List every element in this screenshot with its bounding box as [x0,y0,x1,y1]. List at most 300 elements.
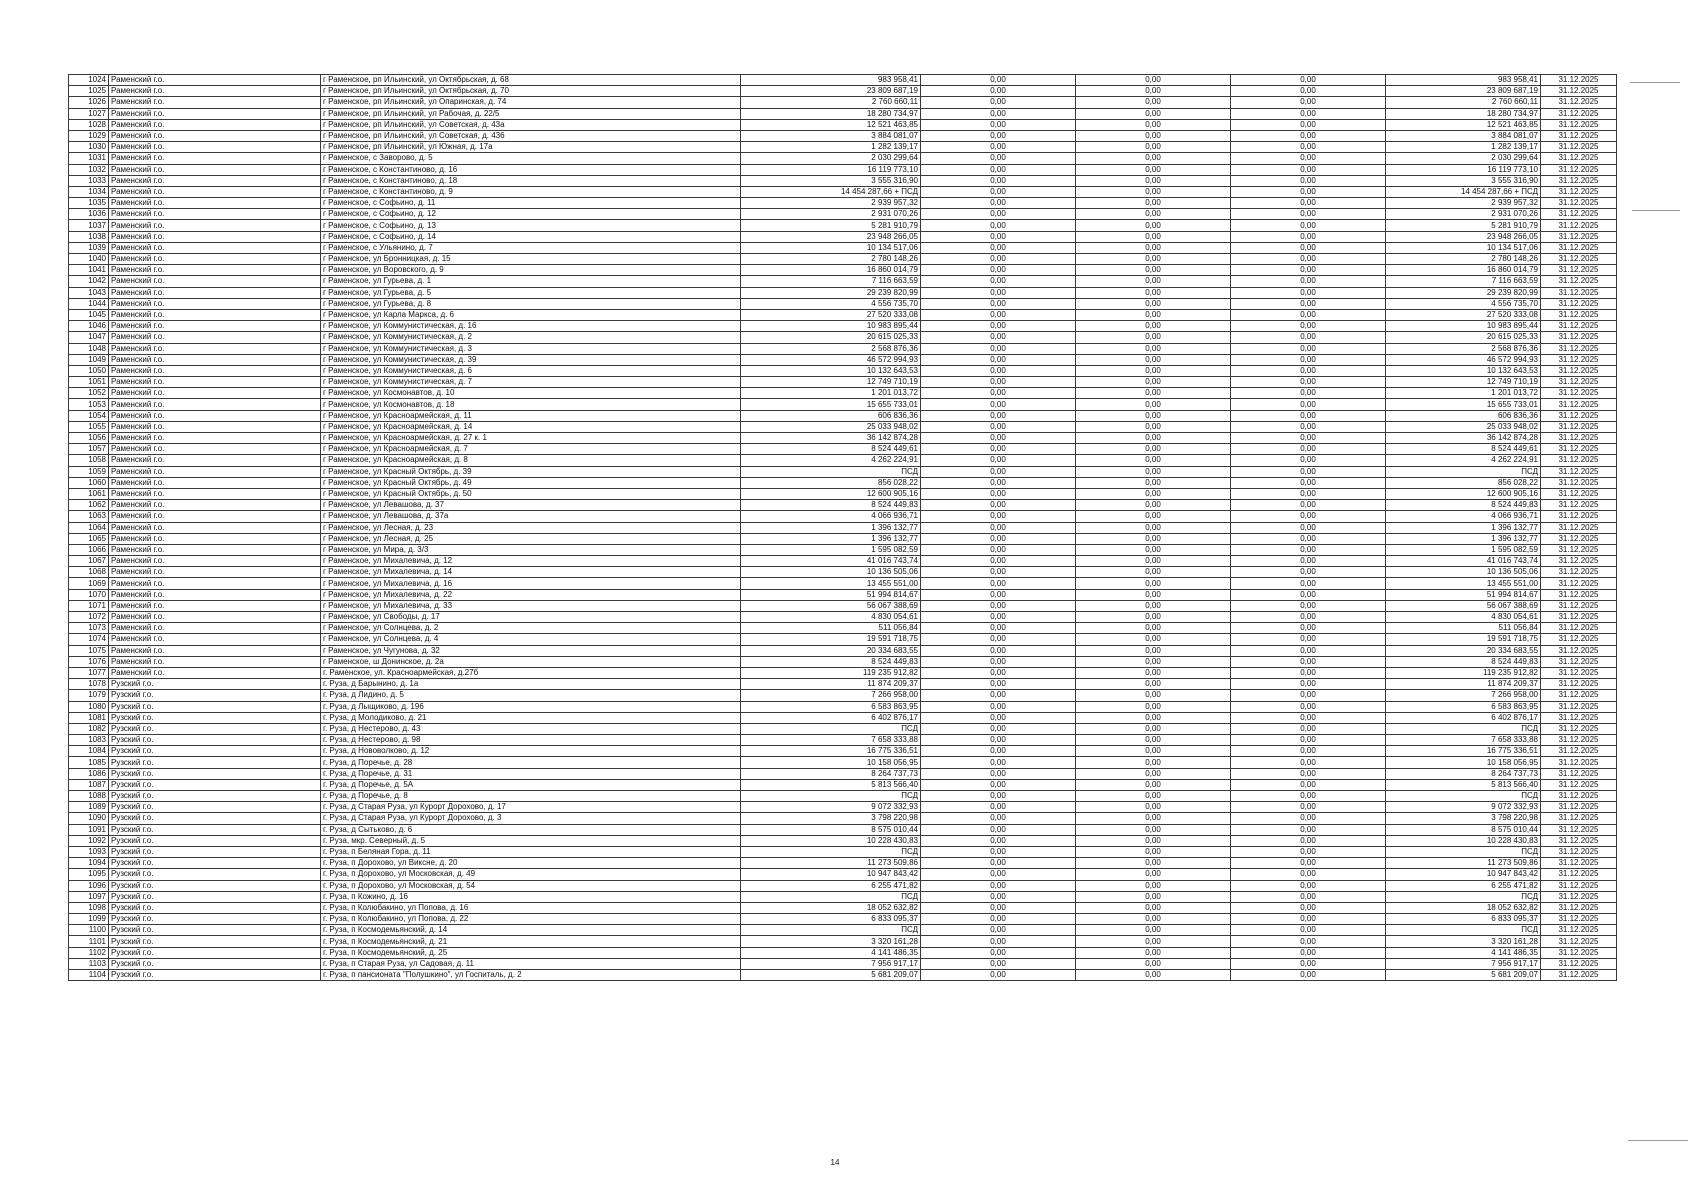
cell-remaining-cost: 7 956 917,17 [1386,958,1541,969]
cell-fund-1: 0,00 [921,701,1076,712]
cell-fund-2: 0,00 [1076,388,1231,399]
cell-fund-3: 0,00 [1231,802,1386,813]
table-row [69,712,1617,723]
cell-total-cost: 8 524 449,83 [741,500,921,511]
table-row [69,410,1617,421]
cell-district: Раменский г.о. [109,175,321,186]
cell-fund-3: 0,00 [1231,164,1386,175]
cell-remaining-cost: 20 615 025,33 [1386,332,1541,343]
table-row [69,914,1617,925]
cell-district: Раменский г.о. [109,209,321,220]
cell-fund-1: 0,00 [921,925,1076,936]
cell-address: г Раменское, с Заворово, д. 5 [321,153,741,164]
cell-fund-3: 0,00 [1231,768,1386,779]
cell-fund-1: 0,00 [921,712,1076,723]
cell-row-number: 1024 [69,75,109,86]
cell-fund-3: 0,00 [1231,656,1386,667]
table-row [69,880,1617,891]
scan-edge-mark [1632,210,1680,211]
cell-total-cost: 7 658 333,88 [741,735,921,746]
cell-address: г Раменское, ул Красный Октябрь, д. 39 [321,466,741,477]
cell-row-number: 1095 [69,869,109,880]
cell-fund-3: 0,00 [1231,388,1386,399]
cell-total-cost: 12 521 463,85 [741,119,921,130]
cell-address: г Раменское, ул Михалевича, д. 14 [321,567,741,578]
cell-district: Раменский г.о. [109,421,321,432]
cell-fund-3: 0,00 [1231,634,1386,645]
cell-row-number: 1067 [69,556,109,567]
cell-remaining-cost: 10 134 517,06 [1386,242,1541,253]
cell-remaining-cost: ПСД [1386,846,1541,857]
cell-total-cost: 18 052 632,82 [741,902,921,913]
cell-deadline-date: 31.12.2025 [1541,254,1617,265]
cell-fund-1: 0,00 [921,824,1076,835]
cell-address: г Раменское, рп Ильинский, ул Советская, д. 436 [321,130,741,141]
cell-remaining-cost: 8 524 449,61 [1386,444,1541,455]
cell-total-cost: 1 201 013,72 [741,388,921,399]
cell-fund-3: 0,00 [1231,242,1386,253]
cell-fund-3: 0,00 [1231,858,1386,869]
cell-deadline-date: 31.12.2025 [1541,970,1617,981]
cell-row-number: 1051 [69,377,109,388]
cell-total-cost: 15 655 733,01 [741,399,921,410]
cell-row-number: 1100 [69,925,109,936]
cell-address: г. Руза, п Колюбакино, ул Попова, д. 16 [321,902,741,913]
table-row [69,667,1617,678]
table-row [69,723,1617,734]
cell-address: г Раменское, ул Коммунистическая, д. 3 [321,343,741,354]
cell-district: Раменский г.о. [109,444,321,455]
cell-fund-3: 0,00 [1231,254,1386,265]
table-body [69,75,1617,981]
cell-total-cost: 8 524 449,83 [741,656,921,667]
table-row [69,130,1617,141]
cell-fund-2: 0,00 [1076,377,1231,388]
cell-address: г Раменское, ул Красноармейская, д. 11 [321,410,741,421]
cell-district: Раменский г.о. [109,410,321,421]
cell-fund-2: 0,00 [1076,522,1231,533]
cell-address: г. Руза, д Поречье, д. 28 [321,757,741,768]
table-row [69,567,1617,578]
cell-address: г Раменское, ул Гурьева, д. 1 [321,276,741,287]
cell-district: Рузский г.о. [109,914,321,925]
cell-row-number: 1092 [69,835,109,846]
cell-fund-3: 0,00 [1231,612,1386,623]
cell-deadline-date: 31.12.2025 [1541,679,1617,690]
cell-fund-2: 0,00 [1076,578,1231,589]
cell-address: г. Руза, д Нововолково, д. 12 [321,746,741,757]
cell-fund-1: 0,00 [921,410,1076,421]
table-row [69,824,1617,835]
cell-district: Раменский г.о. [109,153,321,164]
cell-fund-1: 0,00 [921,108,1076,119]
cell-address: г. Руза, п Дорохово, ул Московская, д. 49 [321,869,741,880]
cell-total-cost: 14 454 287,66 + ПСД [741,186,921,197]
cell-remaining-cost: 16 860 014,79 [1386,265,1541,276]
cell-row-number: 1069 [69,578,109,589]
cell-fund-2: 0,00 [1076,365,1231,376]
cell-fund-3: 0,00 [1231,824,1386,835]
cell-fund-3: 0,00 [1231,108,1386,119]
cell-fund-3: 0,00 [1231,119,1386,130]
cell-remaining-cost: 12 749 710,19 [1386,377,1541,388]
table-row [69,589,1617,600]
cell-total-cost: 6 255 471,82 [741,880,921,891]
cell-fund-2: 0,00 [1076,444,1231,455]
cell-remaining-cost: 10 947 843,42 [1386,869,1541,880]
cell-total-cost: ПСД [741,723,921,734]
cell-deadline-date: 31.12.2025 [1541,108,1617,119]
cell-remaining-cost: 3 884 081,07 [1386,130,1541,141]
cell-fund-3: 0,00 [1231,511,1386,522]
cell-fund-1: 0,00 [921,444,1076,455]
cell-row-number: 1039 [69,242,109,253]
cell-fund-1: 0,00 [921,421,1076,432]
cell-deadline-date: 31.12.2025 [1541,153,1617,164]
cell-fund-1: 0,00 [921,735,1076,746]
cell-deadline-date: 31.12.2025 [1541,388,1617,399]
cell-fund-2: 0,00 [1076,600,1231,611]
cell-address: г. Руза, п Космодемьянский, д. 21 [321,936,741,947]
cell-total-cost: 9 072 332,93 [741,802,921,813]
cell-fund-2: 0,00 [1076,287,1231,298]
cell-fund-2: 0,00 [1076,556,1231,567]
cell-row-number: 1028 [69,119,109,130]
cell-fund-3: 0,00 [1231,556,1386,567]
cell-row-number: 1037 [69,220,109,231]
cell-fund-1: 0,00 [921,567,1076,578]
cell-row-number: 1059 [69,466,109,477]
cell-district: Рузский г.о. [109,723,321,734]
cell-fund-2: 0,00 [1076,421,1231,432]
cell-row-number: 1096 [69,880,109,891]
cell-address: г Раменское, с Софьино, д. 11 [321,198,741,209]
cell-fund-3: 0,00 [1231,690,1386,701]
cell-remaining-cost: 8 524 449,83 [1386,656,1541,667]
cell-fund-1: 0,00 [921,164,1076,175]
cell-fund-2: 0,00 [1076,902,1231,913]
cell-row-number: 1080 [69,701,109,712]
cell-row-number: 1098 [69,902,109,913]
cell-deadline-date: 31.12.2025 [1541,365,1617,376]
cell-district: Рузский г.о. [109,835,321,846]
cell-fund-2: 0,00 [1076,343,1231,354]
cell-fund-2: 0,00 [1076,466,1231,477]
cell-deadline-date: 31.12.2025 [1541,231,1617,242]
cell-remaining-cost: 36 142 874,28 [1386,433,1541,444]
cell-fund-1: 0,00 [921,813,1076,824]
cell-fund-1: 0,00 [921,500,1076,511]
cell-address: г Раменское, ул Коммунистическая, д. 39 [321,354,741,365]
table-row [69,455,1617,466]
cell-remaining-cost: 6 255 471,82 [1386,880,1541,891]
cell-deadline-date: 31.12.2025 [1541,914,1617,925]
cell-fund-1: 0,00 [921,846,1076,857]
cell-fund-1: 0,00 [921,958,1076,969]
cell-address: г Раменское, рп Ильинский, ул Октябрьская, д. 68 [321,75,741,86]
cell-fund-1: 0,00 [921,399,1076,410]
cell-deadline-date: 31.12.2025 [1541,332,1617,343]
cell-total-cost: 1 282 139,17 [741,142,921,153]
cell-fund-3: 0,00 [1231,623,1386,634]
table-row [69,623,1617,634]
cell-total-cost: ПСД [741,925,921,936]
cell-fund-1: 0,00 [921,634,1076,645]
cell-total-cost: 2 939 957,32 [741,198,921,209]
cell-row-number: 1046 [69,321,109,332]
cell-total-cost: 23 948 266,05 [741,231,921,242]
cell-deadline-date: 31.12.2025 [1541,242,1617,253]
cell-address: г. Руза, п Беляная Гора, д. 11 [321,846,741,857]
cell-fund-1: 0,00 [921,321,1076,332]
cell-district: Рузский г.о. [109,735,321,746]
cell-total-cost: 1 595 082,59 [741,544,921,555]
cell-total-cost: 16 860 014,79 [741,265,921,276]
cell-deadline-date: 31.12.2025 [1541,399,1617,410]
cell-district: Раменский г.о. [109,634,321,645]
cell-fund-1: 0,00 [921,612,1076,623]
table-row [69,332,1617,343]
cell-address: г. Руза, мкр. Северный, д. 5 [321,835,741,846]
table-row [69,679,1617,690]
cell-fund-1: 0,00 [921,86,1076,97]
cell-address: г Раменское, ул Красноармейская, д. 8 [321,455,741,466]
cell-row-number: 1049 [69,354,109,365]
cell-deadline-date: 31.12.2025 [1541,701,1617,712]
cell-fund-1: 0,00 [921,142,1076,153]
cell-fund-1: 0,00 [921,276,1076,287]
cell-fund-1: 0,00 [921,600,1076,611]
cell-address: г Раменское, с Софьино, д. 14 [321,231,741,242]
cell-remaining-cost: 511 056,84 [1386,623,1541,634]
cell-fund-3: 0,00 [1231,880,1386,891]
cell-fund-3: 0,00 [1231,321,1386,332]
table-row [69,298,1617,309]
table-row [69,645,1617,656]
cell-total-cost: 41 016 743,74 [741,556,921,567]
cell-fund-2: 0,00 [1076,298,1231,309]
cell-remaining-cost: 27 520 333,08 [1386,309,1541,320]
cell-row-number: 1091 [69,824,109,835]
cell-fund-3: 0,00 [1231,142,1386,153]
table-row [69,556,1617,567]
cell-fund-2: 0,00 [1076,846,1231,857]
cell-fund-3: 0,00 [1231,544,1386,555]
cell-address: г Раменское, рп Ильинский, ул Октябрьская, д. 70 [321,86,741,97]
cell-fund-3: 0,00 [1231,97,1386,108]
cell-address: г Раменское, ул Космонавтов, д. 18 [321,399,741,410]
cell-deadline-date: 31.12.2025 [1541,119,1617,130]
cell-fund-3: 0,00 [1231,265,1386,276]
cell-deadline-date: 31.12.2025 [1541,757,1617,768]
cell-remaining-cost: 983 958,41 [1386,75,1541,86]
cell-remaining-cost: 15 655 733,01 [1386,399,1541,410]
cell-remaining-cost: 4 830 054,61 [1386,612,1541,623]
cell-address: г. Руза, д Барынино, д. 1а [321,679,741,690]
data-table [68,74,1617,981]
cell-fund-1: 0,00 [921,75,1076,86]
cell-total-cost: 16 119 773,10 [741,164,921,175]
cell-total-cost: 6 833 095,37 [741,914,921,925]
cell-district: Раменский г.о. [109,645,321,656]
cell-fund-3: 0,00 [1231,589,1386,600]
cell-total-cost: 7 956 917,17 [741,958,921,969]
cell-total-cost: 4 556 735,70 [741,298,921,309]
cell-deadline-date: 31.12.2025 [1541,421,1617,432]
cell-row-number: 1035 [69,198,109,209]
cell-district: Раменский г.о. [109,433,321,444]
cell-deadline-date: 31.12.2025 [1541,880,1617,891]
cell-district: Рузский г.о. [109,846,321,857]
cell-fund-1: 0,00 [921,656,1076,667]
cell-total-cost: 6 402 876,17 [741,712,921,723]
cell-address: г. Руза, п пансионата "Полушкино", ул Госпиталь, д. 2 [321,970,741,981]
cell-remaining-cost: ПСД [1386,466,1541,477]
table-row [69,254,1617,265]
cell-fund-2: 0,00 [1076,791,1231,802]
cell-total-cost: 36 142 874,28 [741,433,921,444]
cell-fund-3: 0,00 [1231,869,1386,880]
cell-fund-2: 0,00 [1076,276,1231,287]
cell-fund-1: 0,00 [921,779,1076,790]
table-row [69,399,1617,410]
cell-total-cost: 606 836,36 [741,410,921,421]
cell-remaining-cost: 6 583 863,95 [1386,701,1541,712]
cell-district: Раменский г.о. [109,142,321,153]
cell-fund-1: 0,00 [921,690,1076,701]
cell-remaining-cost: 6 402 876,17 [1386,712,1541,723]
cell-remaining-cost: 12 521 463,85 [1386,119,1541,130]
cell-district: Раменский г.о. [109,343,321,354]
cell-deadline-date: 31.12.2025 [1541,488,1617,499]
cell-address: г. Руза, п Космодемьянский, д. 25 [321,947,741,958]
cell-deadline-date: 31.12.2025 [1541,309,1617,320]
cell-deadline-date: 31.12.2025 [1541,600,1617,611]
cell-district: Рузский г.о. [109,746,321,757]
cell-row-number: 1029 [69,130,109,141]
cell-row-number: 1045 [69,309,109,320]
cell-fund-2: 0,00 [1076,533,1231,544]
cell-total-cost: 6 583 863,95 [741,701,921,712]
cell-district: Раменский г.о. [109,466,321,477]
cell-district: Раменский г.о. [109,533,321,544]
cell-fund-3: 0,00 [1231,522,1386,533]
cell-remaining-cost: 119 235 912,82 [1386,667,1541,678]
cell-deadline-date: 31.12.2025 [1541,835,1617,846]
cell-remaining-cost: 856 028,22 [1386,477,1541,488]
table-row [69,511,1617,522]
cell-total-cost: 3 320 161,28 [741,936,921,947]
cell-fund-2: 0,00 [1076,164,1231,175]
cell-district: Рузский г.о. [109,679,321,690]
cell-fund-2: 0,00 [1076,108,1231,119]
cell-fund-3: 0,00 [1231,567,1386,578]
cell-remaining-cost: 11 273 509,86 [1386,858,1541,869]
cell-row-number: 1099 [69,914,109,925]
cell-fund-1: 0,00 [921,242,1076,253]
cell-deadline-date: 31.12.2025 [1541,958,1617,969]
cell-fund-3: 0,00 [1231,578,1386,589]
cell-district: Рузский г.о. [109,701,321,712]
table-row [69,119,1617,130]
cell-row-number: 1034 [69,186,109,197]
cell-row-number: 1055 [69,421,109,432]
table-row [69,891,1617,902]
cell-district: Рузский г.о. [109,902,321,913]
cell-address: г Раменское, рп Ильинский, ул Советская, д. 43а [321,119,741,130]
cell-fund-3: 0,00 [1231,712,1386,723]
cell-row-number: 1044 [69,298,109,309]
cell-fund-3: 0,00 [1231,399,1386,410]
cell-total-cost: 10 947 843,42 [741,869,921,880]
cell-fund-2: 0,00 [1076,130,1231,141]
cell-fund-3: 0,00 [1231,298,1386,309]
table-row [69,500,1617,511]
cell-deadline-date: 31.12.2025 [1541,902,1617,913]
cell-total-cost: 4 262 224,91 [741,455,921,466]
cell-remaining-cost: 20 334 683,55 [1386,645,1541,656]
cell-district: Раменский г.о. [109,623,321,634]
cell-fund-1: 0,00 [921,332,1076,343]
cell-row-number: 1073 [69,623,109,634]
cell-fund-3: 0,00 [1231,343,1386,354]
cell-total-cost: 29 239 820,99 [741,287,921,298]
table-row [69,802,1617,813]
table-row [69,287,1617,298]
cell-remaining-cost: ПСД [1386,925,1541,936]
cell-deadline-date: 31.12.2025 [1541,220,1617,231]
cell-row-number: 1036 [69,209,109,220]
cell-total-cost: 10 132 643,53 [741,365,921,376]
cell-row-number: 1104 [69,970,109,981]
cell-remaining-cost: 5 281 910,79 [1386,220,1541,231]
cell-district: Раменский г.о. [109,477,321,488]
cell-district: Раменский г.о. [109,309,321,320]
cell-row-number: 1075 [69,645,109,656]
cell-remaining-cost: 18 280 734,97 [1386,108,1541,119]
cell-address: г Раменское, с Софьино, д. 13 [321,220,741,231]
cell-fund-3: 0,00 [1231,410,1386,421]
cell-district: Раменский г.о. [109,511,321,522]
cell-fund-1: 0,00 [921,902,1076,913]
cell-address: г. Руза, д Сытьково, д. 6 [321,824,741,835]
cell-total-cost: 5 281 910,79 [741,220,921,231]
cell-fund-3: 0,00 [1231,332,1386,343]
cell-total-cost: 56 067 388,69 [741,600,921,611]
cell-fund-2: 0,00 [1076,97,1231,108]
cell-fund-2: 0,00 [1076,254,1231,265]
cell-district: Рузский г.о. [109,690,321,701]
cell-district: Рузский г.о. [109,970,321,981]
cell-deadline-date: 31.12.2025 [1541,377,1617,388]
cell-remaining-cost: 10 983 895,44 [1386,321,1541,332]
table-row [69,388,1617,399]
cell-address: г Раменское, ул Карла Маркса, д. 6 [321,309,741,320]
cell-district: Раменский г.о. [109,332,321,343]
cell-deadline-date: 31.12.2025 [1541,925,1617,936]
table-row [69,220,1617,231]
table-row [69,242,1617,253]
cell-total-cost: 8 524 449,61 [741,444,921,455]
cell-fund-3: 0,00 [1231,679,1386,690]
cell-district: Рузский г.о. [109,824,321,835]
table-row [69,175,1617,186]
table-row [69,97,1617,108]
cell-fund-1: 0,00 [921,645,1076,656]
cell-deadline-date: 31.12.2025 [1541,656,1617,667]
cell-address: г Раменское, ул Коммунистическая, д. 16 [321,321,741,332]
cell-fund-2: 0,00 [1076,735,1231,746]
